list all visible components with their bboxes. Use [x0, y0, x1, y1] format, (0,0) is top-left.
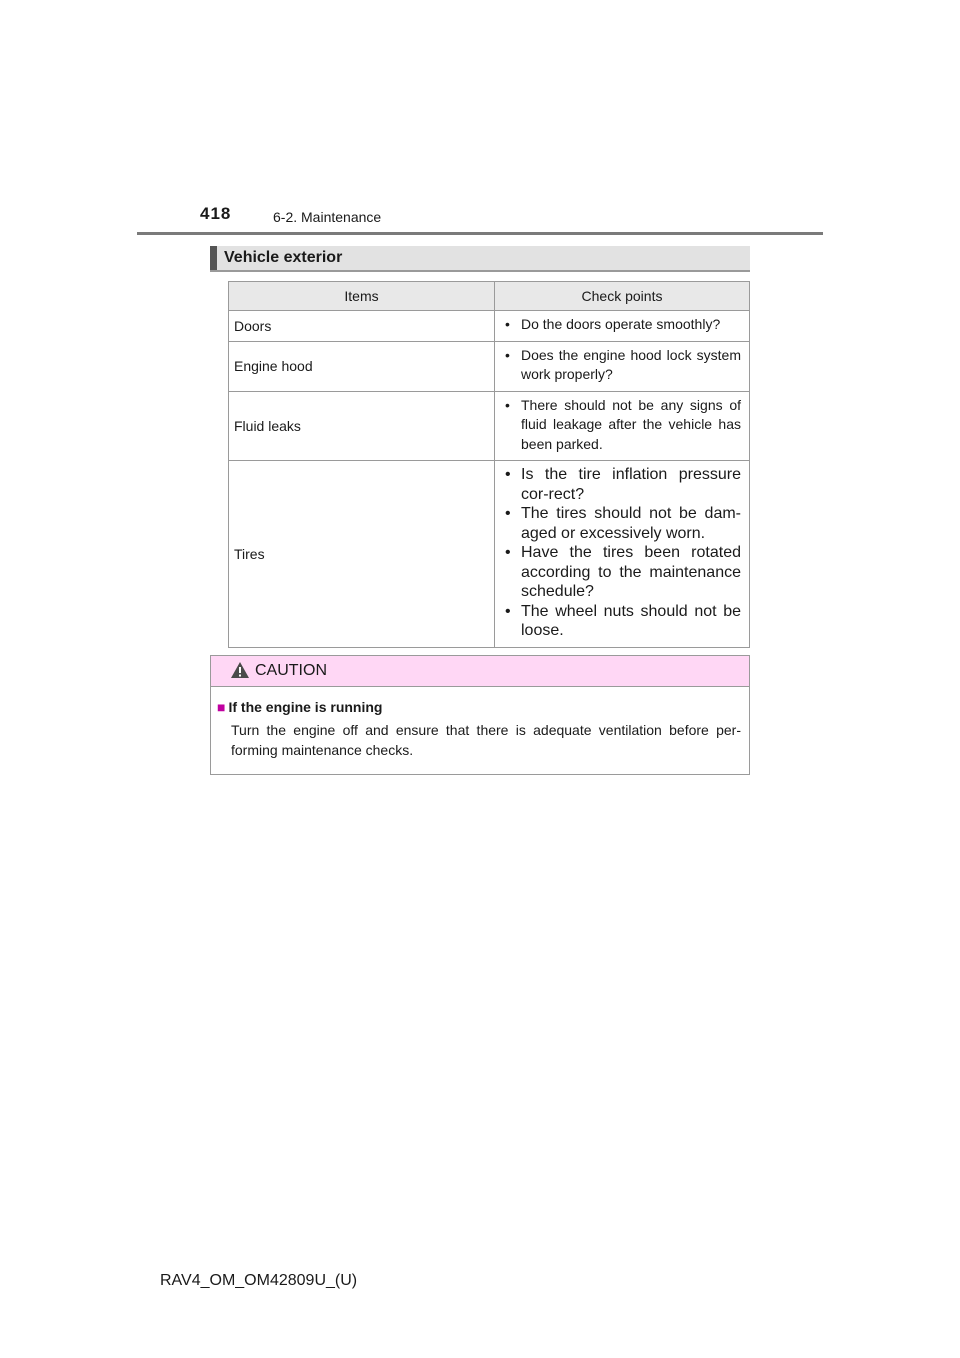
table-row [229, 311, 750, 342]
header-rule [137, 232, 823, 235]
caution-label: CAUTION [255, 662, 327, 679]
section-label: 6-2. Maintenance [273, 209, 382, 225]
table-cell-points [495, 461, 750, 648]
table-cell-points [495, 391, 750, 461]
caution-box [210, 655, 750, 775]
table-cell-item: Engine hood [229, 341, 495, 391]
table-cell-item: Tires [229, 461, 495, 648]
caution-heading-text: If the engine is running [228, 699, 383, 715]
warning-triangle-icon [230, 661, 250, 679]
footer-document-code: RAV4_OM_OM42809U_(U) [160, 1272, 358, 1289]
check-point: • There should not be any signs of fluid leakage after the vehicle has been parked. [503, 396, 741, 455]
table-cell-item: Fluid leaks [229, 391, 495, 461]
section-heading [210, 246, 750, 272]
check-point: • Does the engine hood lock system work properly? [503, 346, 741, 385]
check-point: • Is the tire inflation pressure cor-rect? [503, 465, 741, 504]
table-header-row [229, 282, 750, 311]
column-header-check-points: Check points [495, 282, 750, 311]
check-point: • The tires should not be dam-aged or excessively worn. [503, 504, 741, 543]
column-header-items: Items [229, 282, 495, 311]
table-cell-points [495, 311, 750, 342]
table-row [229, 391, 750, 461]
check-table [228, 281, 750, 648]
check-point: • Have the tires been rotated according to the maintenance schedule? [503, 543, 741, 602]
page-number: 418 [200, 204, 232, 223]
caution-heading-marker: ■ [217, 699, 226, 715]
caution-subheading [217, 699, 382, 715]
check-point: • The wheel nuts should not be loose. [503, 602, 741, 641]
check-point: • Do the doors operate smoothly? [503, 315, 741, 335]
caution-body: Turn the engine off and ensure that there is adequate ventilation before per-forming maintenance checks. [231, 722, 741, 758]
table-cell-item: Doors [229, 311, 495, 342]
section-heading-title: Vehicle exterior [224, 249, 343, 266]
caution-header [211, 656, 749, 687]
table-cell-points [495, 341, 750, 391]
section-heading-bar [210, 246, 217, 270]
table-row [229, 461, 750, 648]
table-row [229, 341, 750, 391]
